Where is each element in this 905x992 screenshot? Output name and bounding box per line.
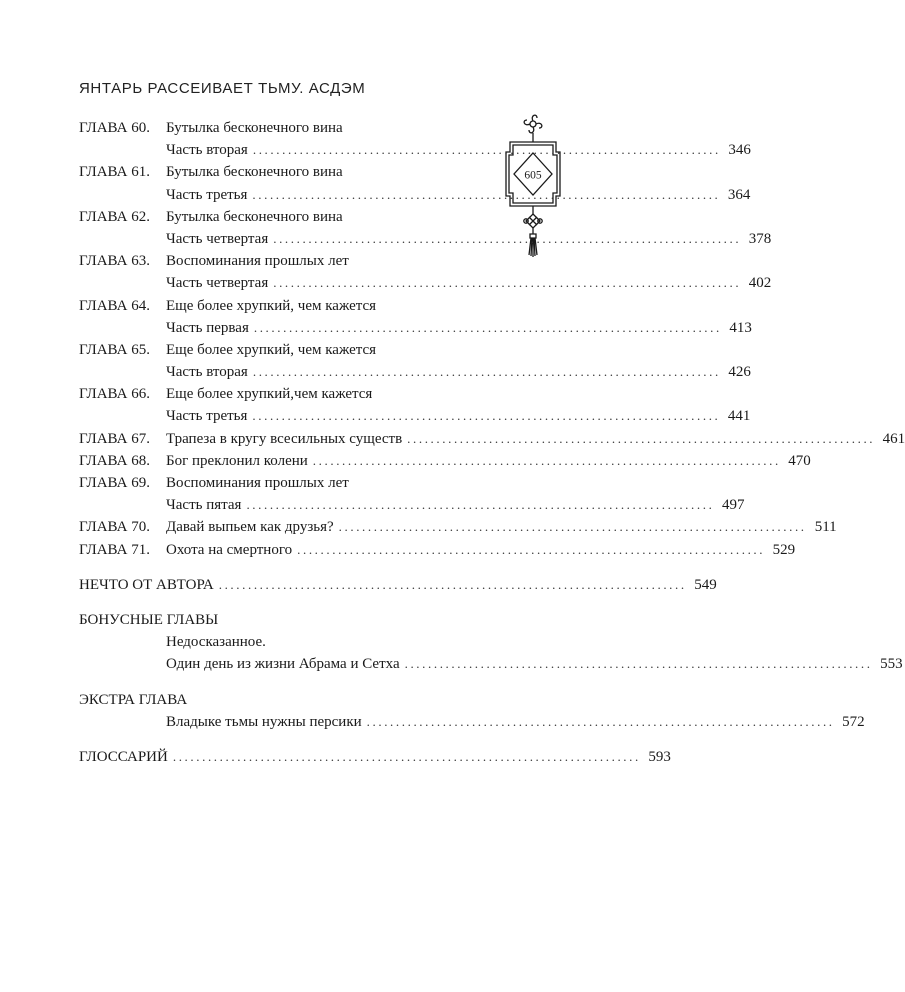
toc-entry[interactable]: ГЛАВА 70. Давай выпьем как друзья? ................................................................................ 511 — [79, 516, 496, 538]
dot-leader: ................................................................................ — [273, 275, 742, 291]
toc-entry[interactable]: ГЛАВА 62. Бутылка бесконечного вина — [79, 208, 343, 225]
toc-entry[interactable]: ГЛАВА 69. Воспоминания прошлых лет — [79, 475, 349, 491]
dot-leader: ................................................................................ — [404, 656, 873, 672]
toc-entry[interactable]: ГЛАВА 60. Бутылка бесконечного вина — [79, 120, 343, 136]
toc-entry[interactable]: ГЛАВА 65. Еще более хрупкий, чем кажется — [79, 341, 377, 358]
dot-leader: ................................................................................ — [218, 576, 687, 592]
toc-entry-part[interactable]: Часть вторая ................................................................................ 426 — [79, 361, 496, 383]
page-ref: 497 — [721, 497, 745, 514]
page-ref: 553 — [880, 656, 903, 673]
page-ref: 402 — [748, 275, 772, 292]
toc-entry-part[interactable]: Часть третья ................................................................................ 364 — [79, 184, 496, 206]
toc-entry-part[interactable]: Часть первая ................................................................................ 413 — [79, 317, 496, 339]
toc-entry-part[interactable]: Часть четвертая ................................................................................ 402 — [79, 272, 496, 294]
dot-leader: ................................................................................ — [172, 748, 641, 764]
page-ref: 549 — [694, 576, 717, 593]
toc-entry[interactable]: ГЛАВА 67. Трапеза в кругу всесильных существ ................................................................................ 461 — [79, 428, 496, 450]
dot-leader: ................................................................................ — [253, 319, 722, 335]
dot-leader: ................................................................................ — [366, 713, 835, 729]
toc-entry[interactable]: ГЛАВА 68. Бог преклонил колени ................................................................................ 470 — [79, 450, 496, 472]
page-ref: 572 — [842, 713, 865, 730]
page-number: 605 — [524, 169, 542, 182]
dot-leader: ................................................................................ — [252, 364, 721, 380]
toc-entry[interactable]: ГЛАВА 71. Охота на смертного ................................................................................ 529 — [79, 539, 496, 561]
dot-leader: ................................................................................ — [273, 230, 742, 246]
page-ref: 529 — [772, 541, 796, 558]
toc-entry-part[interactable]: Часть третья ................................................................................ 441 — [79, 405, 496, 427]
page-ref: 461 — [882, 430, 905, 447]
page-ref: 413 — [729, 319, 752, 336]
dot-leader: ................................................................................ — [252, 186, 721, 202]
toc-entry-part[interactable]: Часть четвертая ................................................................................ 378 — [79, 228, 496, 250]
toc-entry[interactable]: ГЛАВА 61. Бутылка бесконечного вина — [79, 164, 343, 181]
page-ref: 441 — [727, 408, 751, 425]
page-ref: 470 — [788, 452, 811, 469]
toc-entry-author-note[interactable]: НЕЧТО ОТ АВТОРА ................................................................................ 549 — [79, 574, 496, 596]
toc-entry[interactable]: ГЛАВА 64. Еще более хрупкий, чем кажется — [79, 297, 377, 314]
toc-entry[interactable]: ГЛАВА 63. Воспоминания прошлых лет — [79, 253, 349, 270]
toc-entry-glossary[interactable]: ГЛОССАРИЙ ................................................................................ 593 — [79, 746, 496, 768]
page-ref: 426 — [728, 364, 751, 381]
dot-leader: ................................................................................ — [252, 408, 721, 424]
dot-leader: ................................................................................ — [338, 519, 807, 535]
dot-leader: ................................................................................ — [297, 541, 766, 557]
dot-leader: ................................................................................ — [312, 452, 781, 468]
toc-entry-bonus[interactable]: Один день из жизни Абрама и Сетха ................................................................................ 553 — [79, 653, 496, 675]
page-ref: 378 — [748, 230, 772, 247]
section-heading-bonus: БОНУСНЫЕ ГЛАВЫ — [79, 611, 219, 628]
section-heading-extra: ЭКСТРА ГЛАВА — [79, 691, 188, 708]
dot-leader: ................................................................................ — [246, 497, 715, 513]
toc-entry-part[interactable]: Часть пятая ................................................................................ 497 — [79, 494, 496, 516]
toc-entry-bonus[interactable]: Недосказанное. — [166, 634, 266, 651]
toc-entry-part[interactable]: Часть вторая ................................................................................ 346 — [79, 139, 496, 161]
dot-leader: ................................................................................ — [407, 430, 876, 446]
page-ref: 593 — [648, 748, 671, 765]
toc-entry-extra[interactable]: Владыке тьмы нужны персики ................................................................................ 572 — [79, 711, 496, 733]
running-head: ЯНТАРЬ РАССЕИВАЕТ ТЬМУ. АСДЭМ — [79, 80, 366, 97]
page-ref: 511 — [814, 519, 837, 536]
dot-leader: ................................................................................ — [252, 142, 721, 158]
toc-entry[interactable]: ГЛАВА 66. Еще более хрупкий,чем кажется — [79, 386, 373, 403]
page-ref: 364 — [727, 186, 751, 203]
page-ref: 346 — [728, 142, 751, 159]
